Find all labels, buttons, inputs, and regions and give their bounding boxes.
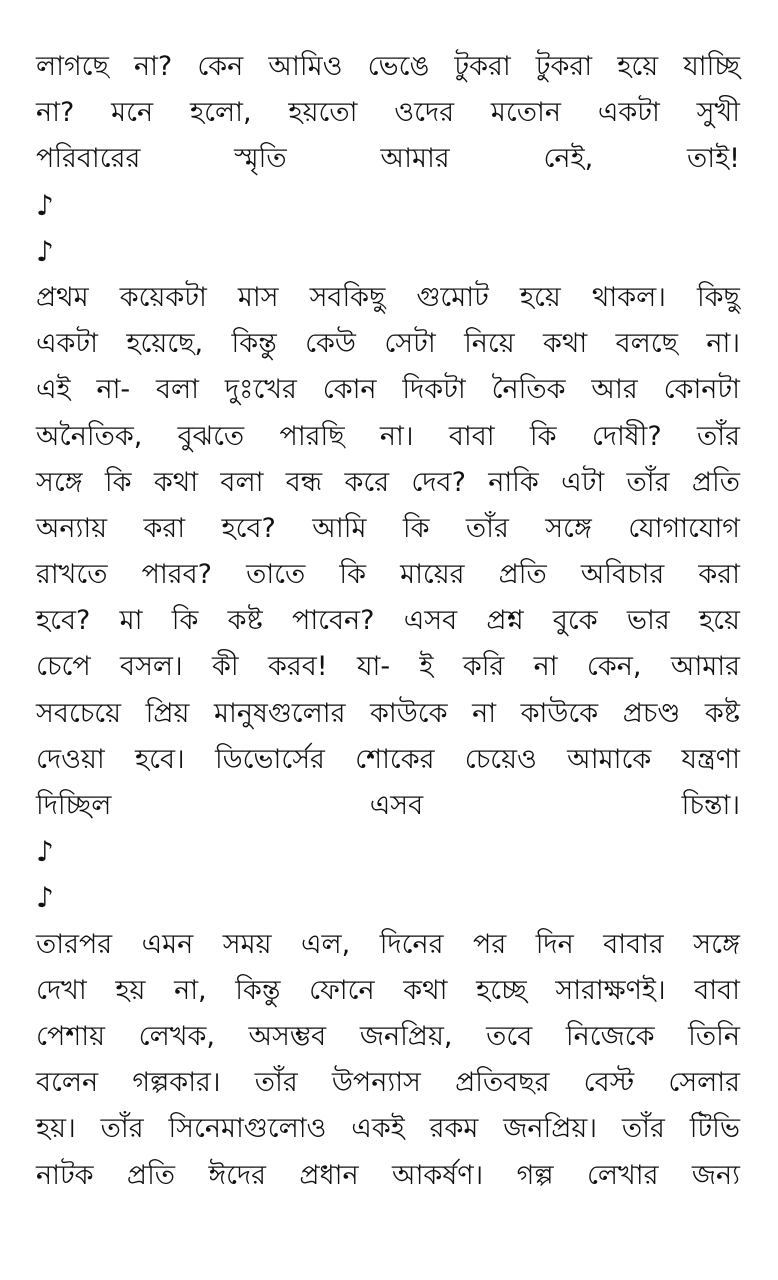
word: আমার [380, 143, 450, 175]
text-line [36, 922, 740, 968]
word: বাবা [694, 974, 740, 1006]
word: তারপর [36, 928, 113, 960]
word: হচ্ছে [476, 974, 527, 1006]
word: কোন [322, 374, 377, 406]
word: মাস [237, 281, 279, 313]
word: প্রতি [498, 559, 547, 591]
word: কিন্তু [235, 974, 281, 1006]
word: থাকল। [591, 281, 666, 313]
word: না, [174, 974, 207, 1006]
word: বুঝতে [177, 420, 245, 452]
word: এমন [141, 928, 194, 960]
word: না [533, 651, 558, 683]
word: তাঁর [465, 512, 509, 544]
word: হবে? [221, 512, 276, 544]
word: বুকে [552, 605, 598, 637]
music-note-icon: ♪ [36, 881, 54, 915]
word: চেপে [36, 651, 91, 683]
text-line [36, 552, 740, 598]
word: ডিভোর্সের [214, 743, 325, 775]
text-line [36, 737, 740, 783]
word: করা [143, 512, 186, 544]
word: দুঃখের [224, 374, 297, 406]
word: মনে [111, 97, 154, 129]
word: প্রধান [299, 1159, 359, 1191]
word: করব! [268, 651, 328, 683]
word: নিজেকে [565, 1020, 655, 1052]
word: উপন্যাস [331, 1067, 421, 1099]
word: সঙ্গে [693, 928, 740, 960]
word: দোষী? [591, 420, 662, 452]
word: নাকি [488, 466, 539, 498]
text-line [36, 598, 740, 644]
word: যাচ্ছি [683, 51, 740, 82]
word: দিকটা [402, 374, 466, 406]
word: কী [212, 651, 239, 683]
word: বন্ধ [285, 466, 323, 498]
word: চেয়েও [464, 743, 537, 775]
word: কেউ [305, 328, 356, 360]
word: তাই! [686, 143, 740, 175]
word: কথা [543, 328, 588, 360]
word: হলো, [189, 97, 252, 129]
word: মায়ের [400, 559, 465, 591]
word: প্রতি [691, 466, 740, 498]
word: কথা [153, 466, 199, 498]
word: বলেন [36, 1067, 99, 1099]
word: দিচ্ছিল [36, 790, 112, 821]
word: বেস্ট [583, 1067, 635, 1099]
word: কষ্ট [227, 605, 263, 637]
word: একটা [597, 97, 660, 129]
text-line [36, 275, 740, 321]
word: যন্ত্রণা [681, 743, 740, 775]
word: কোনটা [663, 374, 740, 406]
word: না? [36, 97, 75, 129]
word: জনপ্রিয়। [503, 1113, 597, 1145]
word: হয়েছে, [126, 328, 204, 360]
music-note-icon: ♪ [36, 234, 54, 268]
text-line [36, 506, 740, 552]
word: হয়ে [519, 281, 561, 313]
word: দেওয়া [36, 743, 105, 775]
word: সেটা [384, 328, 436, 360]
word: হয় [115, 974, 146, 1006]
text-line [36, 44, 740, 90]
word: নাটক [36, 1159, 94, 1191]
section-break-symbol [36, 829, 740, 875]
word: সিনেমাগুলোও [168, 1113, 327, 1145]
section-break-symbol [36, 229, 740, 275]
text-line [36, 691, 740, 737]
word: বাবা [448, 420, 495, 452]
word: পারব? [141, 559, 212, 591]
word: বলা [220, 466, 264, 498]
word: যোগাযোগ [628, 512, 740, 544]
text-line [36, 460, 740, 506]
word: জনপ্রিয়, [359, 1020, 453, 1052]
word: বসল। [120, 651, 183, 683]
text-line [36, 1014, 740, 1060]
word: করে [344, 466, 390, 498]
word: প্রশ্ন [486, 605, 524, 637]
word: অবিচার [580, 559, 665, 591]
text-line [36, 1060, 740, 1106]
text-line [36, 90, 740, 136]
word: চিন্তা। [681, 790, 740, 821]
word: মতোন [490, 97, 561, 129]
word: শোকের [355, 743, 435, 775]
word: কষ্ট [704, 697, 740, 729]
text-line [36, 783, 740, 829]
word: আর [591, 374, 638, 406]
word: অসম্ভব [248, 1020, 327, 1052]
word: হয়তো [288, 97, 358, 129]
word: না- [96, 374, 131, 406]
word: না। [379, 420, 414, 452]
word: নৈতিক [491, 374, 566, 406]
word: প্রতিবছর [455, 1067, 550, 1099]
word: সেলার [668, 1067, 740, 1099]
word: হয়ে [698, 605, 740, 637]
word: স্মৃতি [234, 143, 287, 175]
word: তবে [486, 1020, 533, 1052]
word: একই [351, 1113, 405, 1145]
text-line [36, 321, 740, 367]
music-note-icon: ♪ [36, 835, 54, 869]
word: এসব [403, 605, 458, 637]
music-note-icon: ♪ [36, 188, 54, 222]
word: তাঁর [697, 420, 740, 452]
word: নিয়ে [464, 328, 515, 360]
word: টুকরা [454, 51, 511, 82]
word: যা- [356, 651, 391, 683]
word: তিনি [688, 1020, 740, 1052]
word: কেন [197, 51, 244, 82]
word: কেন, [586, 651, 642, 683]
word: ভেঙে [367, 51, 430, 82]
word: কাউকে [520, 697, 599, 729]
text-line [36, 367, 740, 413]
word: কিছু [696, 281, 740, 313]
word: না। [706, 328, 740, 360]
word: ই [419, 651, 434, 683]
section-break-symbol [36, 183, 740, 229]
word: পর [473, 928, 507, 960]
word: টিভি [689, 1113, 740, 1145]
word: কাউকে [370, 697, 448, 729]
word: কি [529, 420, 557, 452]
word: জন্য [691, 1159, 740, 1191]
word: সারাক্ষণই। [555, 974, 666, 1006]
word: করা [698, 559, 740, 591]
word: এই [36, 374, 71, 406]
word: রকম [429, 1113, 479, 1145]
word: বাবার [603, 928, 664, 960]
word: দিনের [379, 928, 444, 960]
word: সবকিছু [309, 281, 386, 313]
word: ওদের [394, 97, 455, 129]
word: সঙ্গে [545, 512, 592, 544]
word: প্রচণ্ড [622, 697, 681, 729]
word: পাবেন? [292, 605, 375, 637]
word: কয়েকটা [119, 281, 207, 313]
word: হয়ে [617, 51, 659, 82]
word: নেই, [543, 143, 594, 175]
section-break-symbol [36, 875, 740, 921]
word: দেব? [411, 466, 466, 498]
word: কিন্তু [231, 328, 277, 360]
word: ঈদের [208, 1159, 266, 1191]
text-line [36, 968, 740, 1014]
word: এসব [369, 790, 424, 821]
word: হবে? [36, 605, 91, 637]
word: গল্পকার। [132, 1067, 221, 1099]
word: কি [104, 466, 132, 498]
text-line [36, 1106, 740, 1152]
word: লেখার [586, 1159, 659, 1191]
word: কি [402, 512, 430, 544]
word: বলছে [615, 328, 678, 360]
word: না [472, 697, 497, 729]
word: কি [339, 559, 367, 591]
word: কথা [403, 974, 448, 1006]
word: গল্প [516, 1159, 554, 1191]
word: একটা [36, 328, 98, 360]
word: দিন [535, 928, 574, 960]
word: আমাকে [567, 743, 652, 775]
word: তাঁর [621, 1113, 665, 1145]
word: মা [119, 605, 143, 637]
word: গুমোট [416, 281, 489, 313]
word: সঙ্গে [36, 466, 83, 498]
text-line [36, 1153, 740, 1199]
word: রাখতে [36, 559, 108, 591]
word: তাঁর [626, 466, 670, 498]
word: লেখক, [138, 1020, 215, 1052]
text-line [36, 136, 740, 182]
word: টুকরা [535, 51, 593, 82]
word: ফোনে [309, 974, 375, 1006]
word: পেশায় [36, 1020, 105, 1052]
word: হবে। [135, 743, 185, 775]
word: সুখী [696, 97, 740, 129]
word: আমি [312, 512, 367, 544]
word: দেখা [36, 974, 87, 1006]
word: বলা [156, 374, 199, 406]
text-line [36, 644, 740, 690]
word: না? [133, 51, 173, 82]
document-page [36, 44, 740, 1199]
word: তাঁর [254, 1067, 298, 1099]
word: ভার [626, 605, 670, 637]
word: অনৈতিক, [36, 420, 143, 452]
word: করি [462, 651, 505, 683]
word: তাঁর [100, 1113, 144, 1145]
word: অন্যায় [36, 512, 108, 544]
word: আমিও [268, 51, 343, 82]
word: মানুষগুলোর [214, 697, 346, 729]
word: সময় [222, 928, 272, 960]
word: প্রিয় [145, 697, 190, 729]
word: আমার [670, 651, 740, 683]
word: সবচেয়ে [36, 697, 122, 729]
word: পারছি [279, 420, 345, 452]
word: পরিবারের [36, 143, 141, 175]
word: হয়। [36, 1113, 76, 1145]
word: কি [171, 605, 199, 637]
word: লাগছে [36, 51, 109, 82]
text-line [36, 414, 740, 460]
word: এল, [301, 928, 351, 960]
word: তাতে [246, 559, 306, 591]
word: আকর্ষণ। [391, 1159, 484, 1191]
word: এটা [561, 466, 605, 498]
word: প্রথম [36, 281, 89, 313]
word: প্রতি [126, 1159, 176, 1191]
